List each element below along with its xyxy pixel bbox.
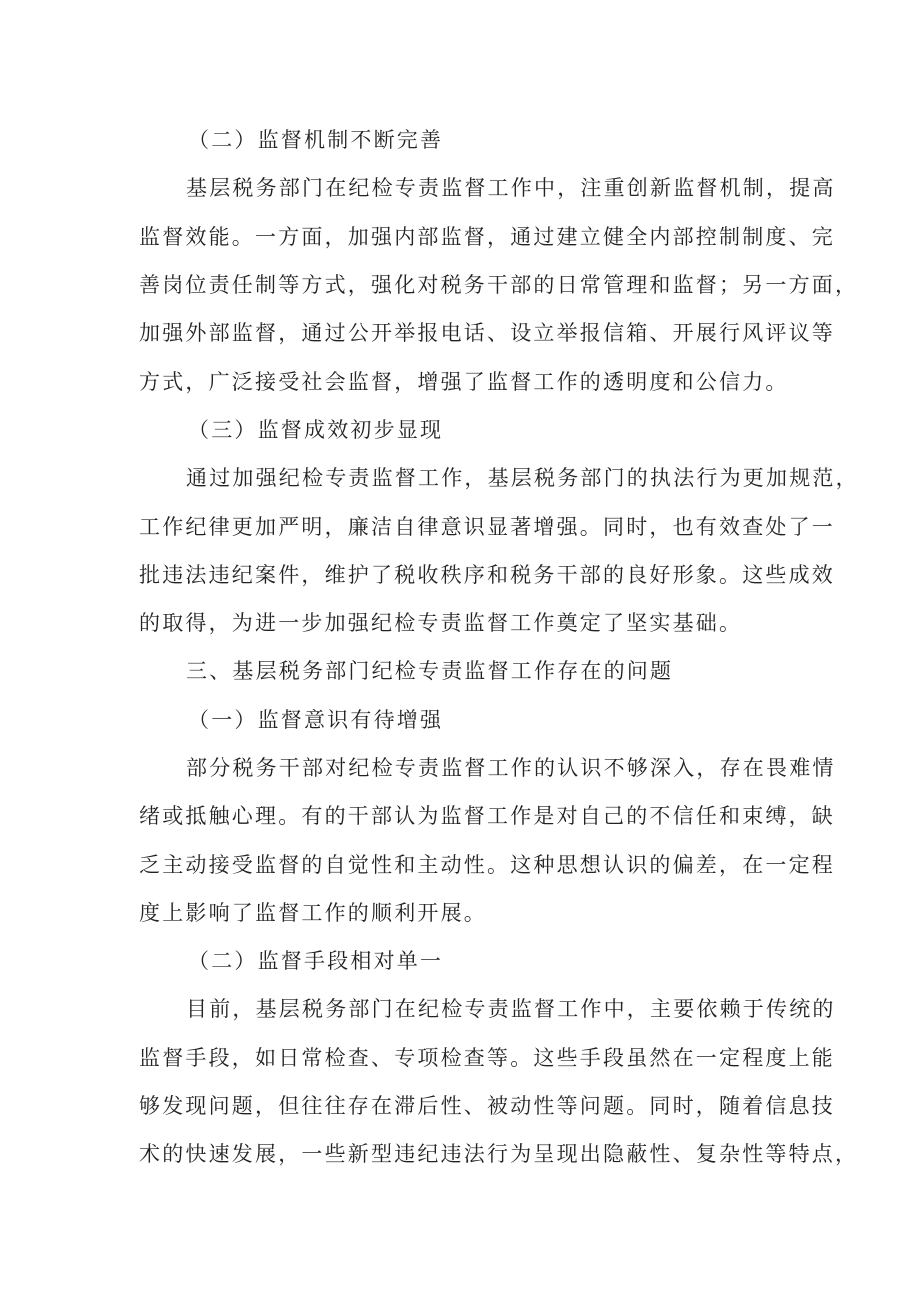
paragraph-line: 乏主动接受监督的自觉性和主动性。这种思想认识的偏差，在一定程 [139, 853, 835, 877]
paragraph-line: 够发现问题，但往往存在滞后性、被动性等问题。同时，随着信息技 [139, 1094, 835, 1118]
paragraph-line: 通过加强纪检专责监督工作，基层税务部门的执法行为更加规范， [186, 466, 859, 490]
section-heading-problems: 三、基层税务部门纪检专责监督工作存在的问题 [186, 659, 674, 683]
paragraph-line: 监督效能。一方面，加强内部监督，通过建立健全内部控制制度、完 [139, 225, 835, 249]
paragraph-line: 的取得，为进一步加强纪检专责监督工作奠定了坚实基础。 [139, 611, 743, 635]
paragraph-line: 加强外部监督，通过公开举报电话、设立举报信箱、开展行风评议等 [139, 321, 835, 345]
subheading-supervision-awareness: （一）监督意识有待增强 [188, 708, 444, 732]
paragraph-line: 度上影响了监督工作的顺利开展。 [139, 901, 487, 925]
paragraph-line: 目前，基层税务部门在纪检专责监督工作中，主要依赖于传统的 [186, 997, 836, 1021]
paragraph-line: 方式，广泛接受社会监督，增强了监督工作的透明度和公信力。 [139, 370, 789, 394]
subheading-supervision-results: （三）监督成效初步显现 [188, 418, 444, 442]
subheading-supervision-mechanism: （二）监督机制不断完善 [188, 128, 444, 152]
paragraph-line: 批违法违纪案件，维护了税收秩序和税务干部的良好形象。这些成效 [139, 563, 835, 587]
subheading-supervision-methods: （二）监督手段相对单一 [188, 949, 444, 973]
paragraph-line: 术的快速发展，一些新型违纪违法行为呈现出隐蔽性、复杂性等特点， [139, 1142, 859, 1166]
paragraph-line: 善岗位责任制等方式，强化对税务干部的日常管理和监督；另一方面， [139, 273, 859, 297]
paragraph-line: 部分税务干部对纪检专责监督工作的认识不够深入，存在畏难情 [186, 756, 836, 780]
paragraph-line: 基层税务部门在纪检专责监督工作中，注重创新监督机制，提高 [186, 176, 836, 200]
paragraph-line: 监督手段，如日常检查、专项检查等。这些手段虽然在一定程度上能 [139, 1046, 835, 1070]
paragraph-line: 绪或抵触心理。有的干部认为监督工作是对自己的不信任和束缚，缺 [139, 804, 835, 828]
paragraph-line: 工作纪律更加严明，廉洁自律意识显著增强。同时，也有效查处了一 [139, 515, 835, 539]
